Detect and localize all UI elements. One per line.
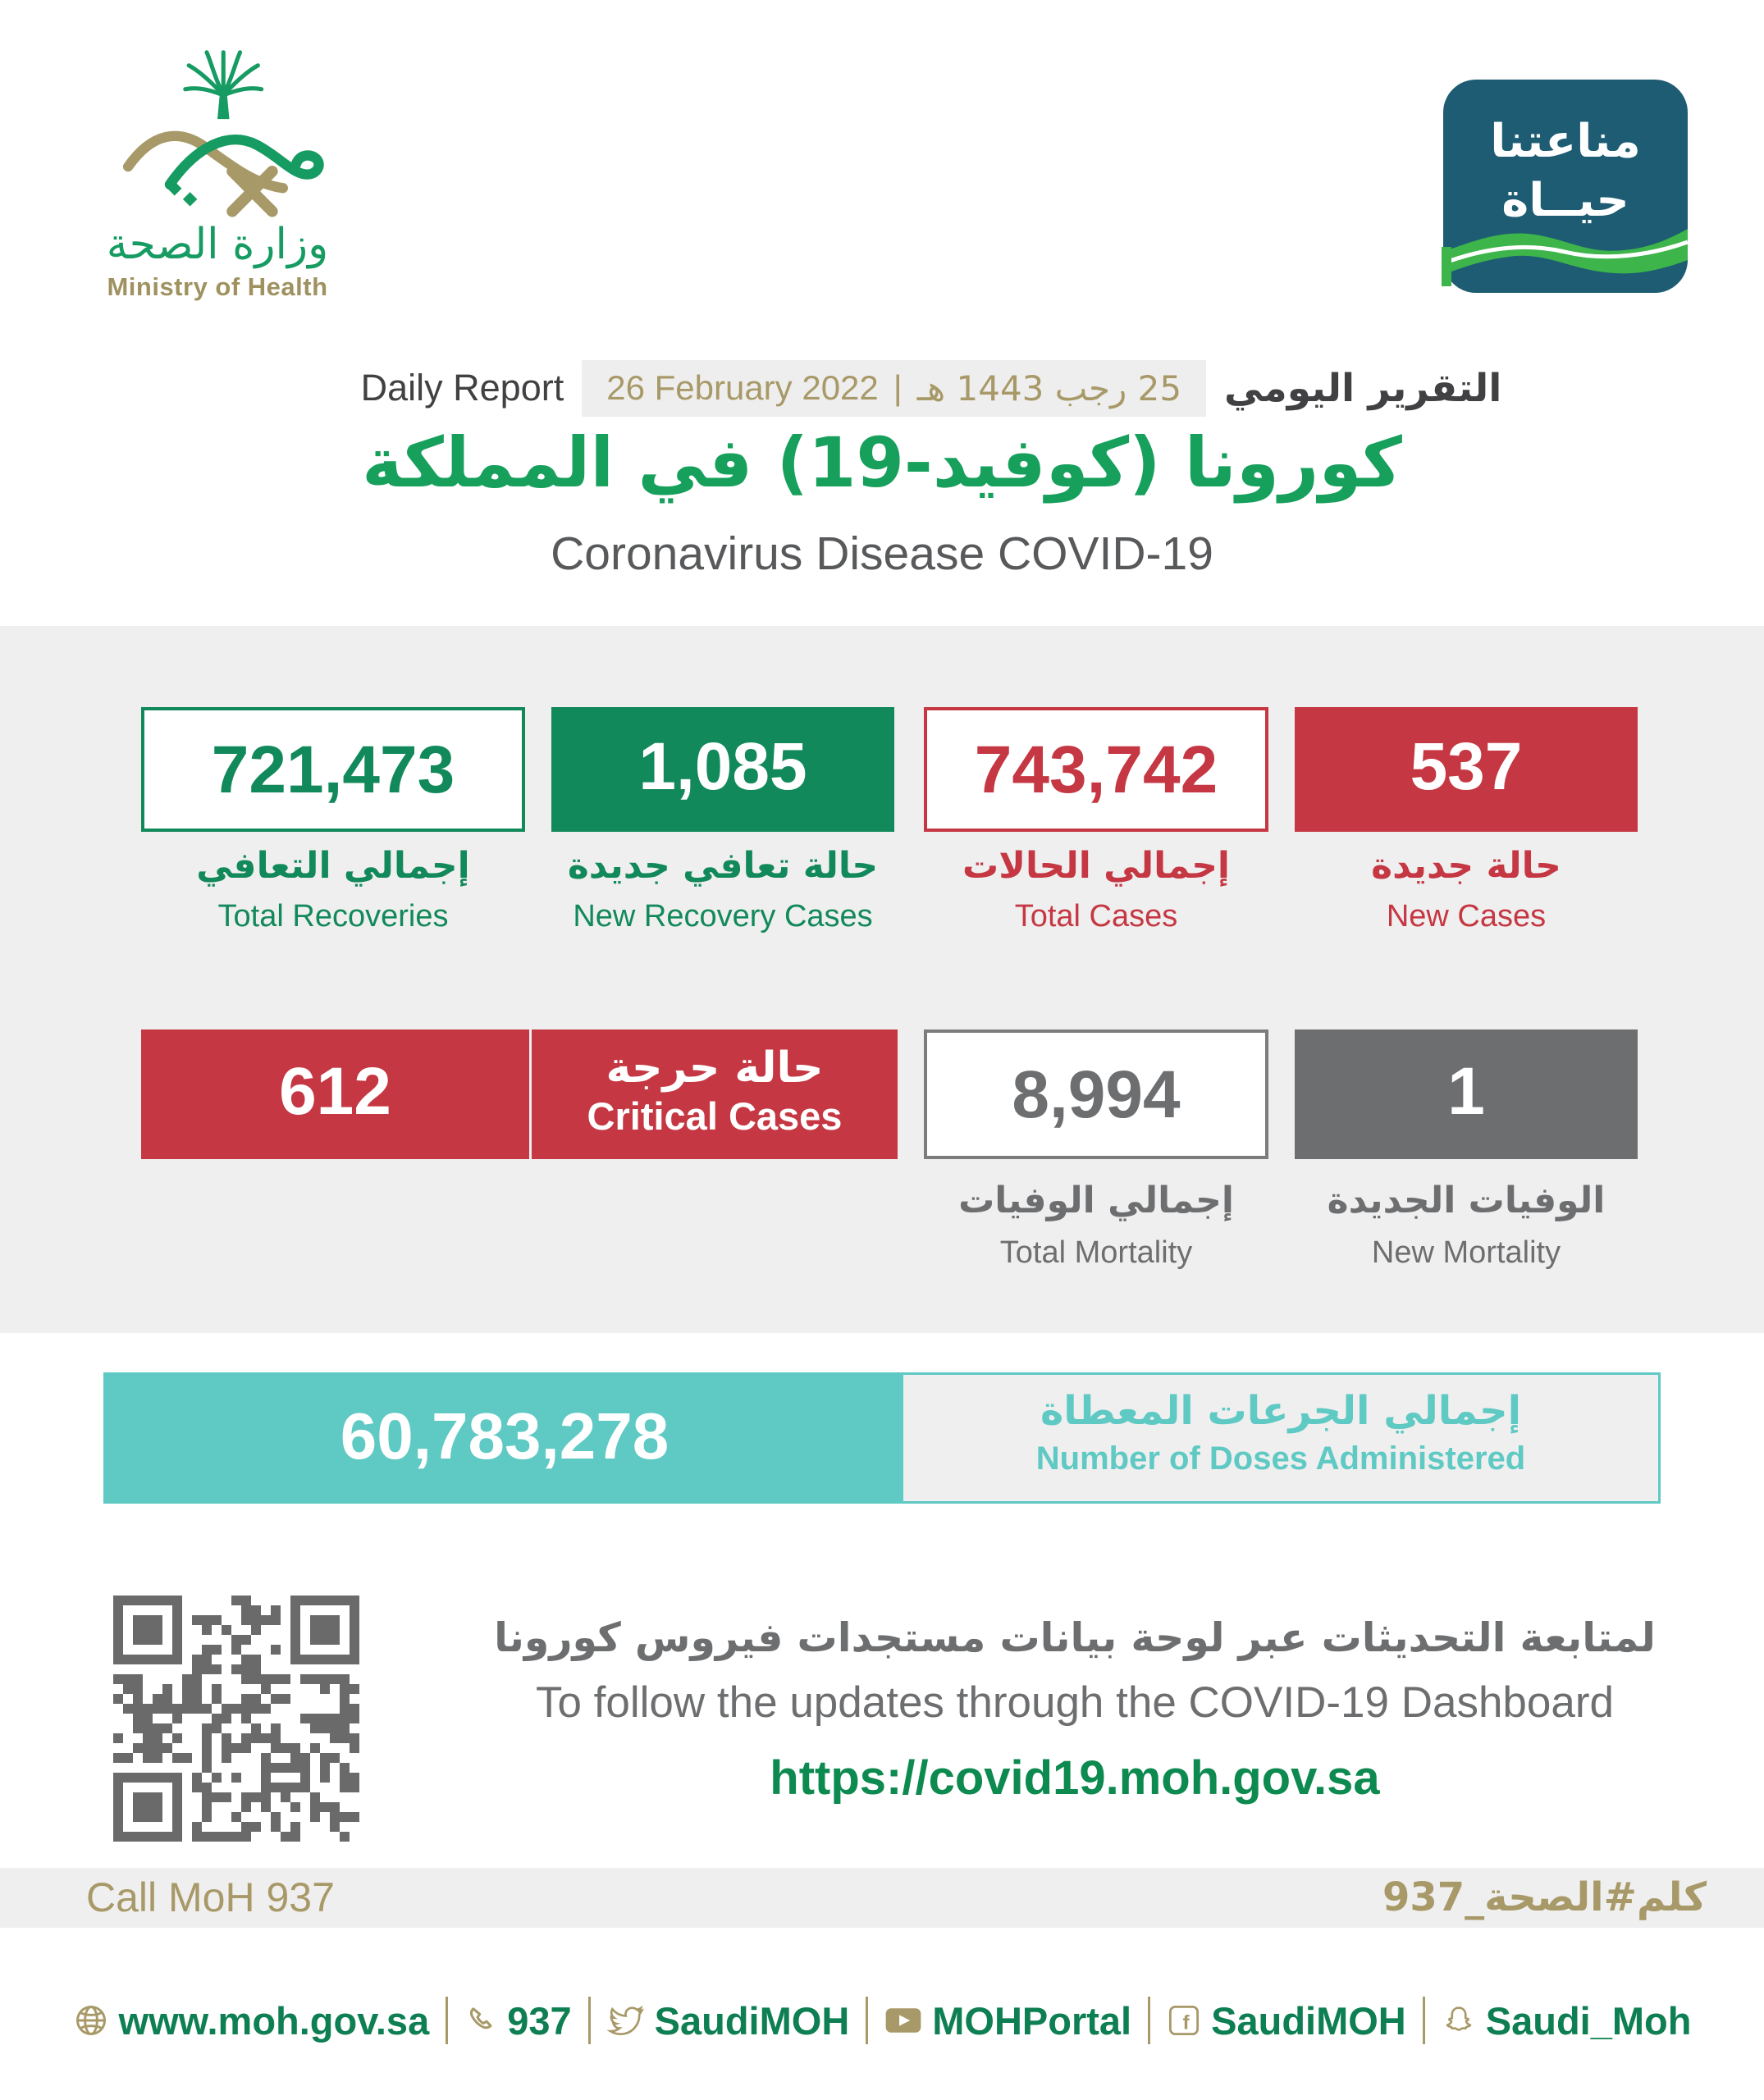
doses-administered-bar	[103, 1372, 1661, 1504]
doses-label-en: Number of Doses Administered	[1035, 1440, 1526, 1477]
total-cases-value: 743,742	[974, 733, 1218, 807]
total-mortality-label-en: Total Mortality	[999, 1235, 1193, 1270]
globe-icon	[73, 2002, 109, 2038]
twitter-icon	[607, 2002, 645, 2039]
social-item-mohportal[interactable]	[884, 1998, 1131, 2043]
doses-value: 60,783,278	[106, 1375, 903, 1501]
total-cases-label-en: Total Cases	[1014, 899, 1178, 934]
doses-labels	[903, 1375, 1658, 1501]
critical-cases-label-en: Critical Cases	[587, 1094, 843, 1138]
social-label: 937	[507, 1998, 572, 2043]
report-date	[582, 360, 1206, 417]
total-cases-card	[924, 707, 1268, 832]
total-recoveries-label-en: Total Recoveries	[217, 899, 449, 934]
total-mortality-value: 8,994	[1012, 1057, 1181, 1132]
total-cases-label-ar: إجمالي الحالات	[962, 845, 1230, 887]
new-recoveries-label-en: New Recovery Cases	[573, 899, 873, 934]
date-hijri: 25 رجب 1443 هـ	[916, 368, 1182, 409]
social-item-saudi_moh[interactable]	[1442, 1998, 1692, 2043]
dashboard-info	[394, 1614, 1756, 1806]
doses-label-ar: إجمالي الجرعات المعطاة	[1040, 1388, 1522, 1434]
phone-icon	[464, 2004, 497, 2037]
social-label: www.moh.gov.sa	[118, 1998, 430, 2043]
dashboard-line-english: To follow the updates through the COVID-19 Dashboard	[535, 1678, 1614, 1727]
critical-cases-label-ar: حالة حرجة	[606, 1043, 824, 1093]
facebook-icon	[1167, 2003, 1201, 2038]
total-mortality-card	[924, 1029, 1268, 1159]
critical-cases-label-card	[532, 1029, 898, 1159]
new-recoveries-label-ar: حالة تعافي جديدة	[567, 845, 879, 887]
new-recoveries-value: 1,085	[638, 729, 807, 804]
social-links-bar	[0, 1997, 1764, 2044]
social-label: MOHPortal	[932, 1998, 1132, 2043]
report-title-arabic: التقرير اليومي	[1224, 365, 1502, 411]
new-recoveries-card	[551, 707, 894, 832]
social-separator	[446, 1997, 448, 2044]
badge-line1: مناعتنا	[1490, 115, 1641, 168]
dashboard-qr-code	[113, 1596, 359, 1842]
logo-english-name: Ministry of Health	[107, 272, 328, 301]
total-recoveries-value: 721,473	[211, 733, 455, 807]
snapchat-icon	[1442, 2003, 1476, 2038]
social-item-saudimoh[interactable]	[1167, 1998, 1406, 2043]
total-recoveries-card	[141, 707, 525, 832]
social-separator	[1423, 1997, 1425, 2044]
social-separator	[866, 1997, 868, 2044]
report-title-english: Daily Report	[360, 367, 564, 409]
social-label: SaudiMOH	[1211, 1998, 1406, 2043]
total-mortality-label-ar: إجمالي الوفيات	[958, 1180, 1234, 1221]
new-mortality-label-ar: الوفيات الجديدة	[1327, 1180, 1606, 1221]
social-label: SaudiMOH	[654, 1998, 850, 2043]
logo-arabic-name: وزارة الصحة	[106, 220, 329, 269]
contact-band	[0, 1868, 1764, 1928]
new-cases-label-en: New Cases	[1386, 899, 1547, 934]
new-cases-card	[1295, 707, 1638, 832]
dashboard-url-link[interactable]: https://covid19.moh.gov.sa	[770, 1751, 1380, 1805]
social-item-937[interactable]	[464, 1998, 571, 2043]
social-item-saudimoh[interactable]	[607, 1998, 850, 2043]
dashboard-line-arabic: لمتابعة التحديثات عبر لوحة بيانات مستجدات فيروس كورونا	[494, 1614, 1656, 1661]
badge-line2: حيــاة	[1501, 174, 1629, 227]
new-cases-label-ar: حالة جديدة	[1371, 845, 1561, 887]
date-gregorian: 26 February 2022	[606, 368, 879, 407]
call-moh-arabic: كلم#الصحة_937	[1382, 1874, 1707, 1920]
ministry-logo	[78, 34, 357, 302]
call-moh-english: Call MoH 937	[86, 1874, 335, 1920]
social-separator	[588, 1997, 591, 2044]
social-separator	[1148, 1997, 1150, 2044]
page-title-arabic: كورونا (كوفيد-19) في المملكة	[362, 422, 1402, 503]
new-mortality-label-en: New Mortality	[1371, 1235, 1561, 1270]
social-item-www.moh.gov.sa[interactable]	[73, 1998, 430, 2043]
critical-cases-value-card	[141, 1029, 529, 1159]
page-title-english: Coronavirus Disease COVID-19	[551, 527, 1213, 580]
date-separator: |	[893, 368, 903, 407]
report-header	[49, 358, 1764, 418]
new-mortality-value: 1	[1447, 1054, 1485, 1129]
svg-text:f: f	[1182, 2011, 1190, 2034]
immunity-badge	[1442, 78, 1689, 294]
new-cases-value: 537	[1410, 729, 1523, 804]
new-mortality-card	[1295, 1029, 1638, 1159]
critical-cases-value: 612	[279, 1054, 391, 1129]
social-label: Saudi_Moh	[1485, 1998, 1692, 2043]
youtube-icon	[884, 2004, 922, 2037]
total-recoveries-label-ar: إجمالي التعافي	[196, 845, 470, 887]
